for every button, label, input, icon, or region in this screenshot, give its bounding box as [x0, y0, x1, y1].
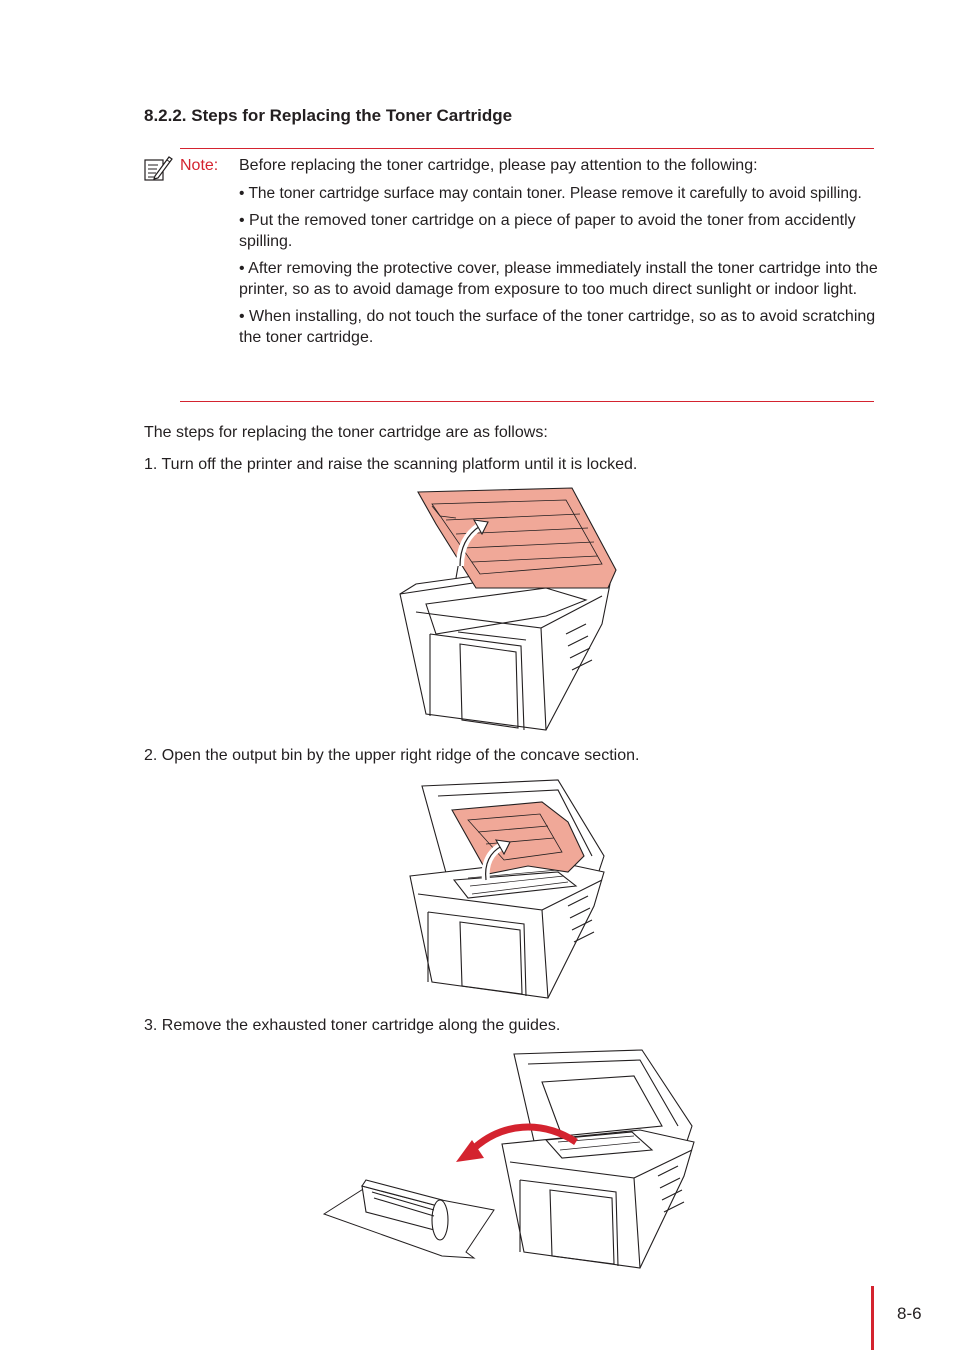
step-2-text: 2. Open the output bin by the upper right ridge of the concave section. — [144, 747, 640, 764]
toner-cartridge-removal-illustration — [322, 1046, 696, 1272]
printer-lid-raised-illustration — [396, 484, 622, 734]
printer-output-bin-open-illustration — [408, 776, 610, 1002]
note-item: • When installing, do not touch the surface of the toner cartridge, so as to avoid scratching the toner cartridge. — [239, 308, 876, 346]
step-3-text: 3. Remove the exhausted toner cartridge along the guides. — [144, 1017, 561, 1034]
note-item: • Put the removed toner cartridge on a piece of paper to avoid the toner from accidently spilling. — [239, 212, 856, 250]
section-heading: 8.2.2. Steps for Replacing the Toner Cartridge — [144, 106, 513, 125]
note-top-rule — [180, 148, 874, 149]
page-number: 8-6 — [897, 1304, 922, 1323]
note-pencil-icon — [143, 154, 173, 182]
note-bottom-rule — [180, 401, 874, 402]
note-item: • The toner cartridge surface may contain toner. Please remove it carefully to avoid spilling. — [239, 185, 862, 202]
note-intro: Before replacing the toner cartridge, please pay attention to the following: — [239, 157, 758, 174]
step-1-text: 1. Turn off the printer and raise the scanning platform until it is locked. — [144, 456, 638, 473]
note-list — [239, 183, 879, 354]
page-number-bar — [871, 1286, 874, 1350]
note-label: Note: — [180, 157, 219, 174]
steps-intro: The steps for replacing the toner cartridge are as follows: — [144, 424, 548, 441]
note-item: • After removing the protective cover, please immediately install the toner cartridge into the printer, so as to avoid damage from exposure to too much direct sunlight or indoor light. — [239, 260, 878, 298]
